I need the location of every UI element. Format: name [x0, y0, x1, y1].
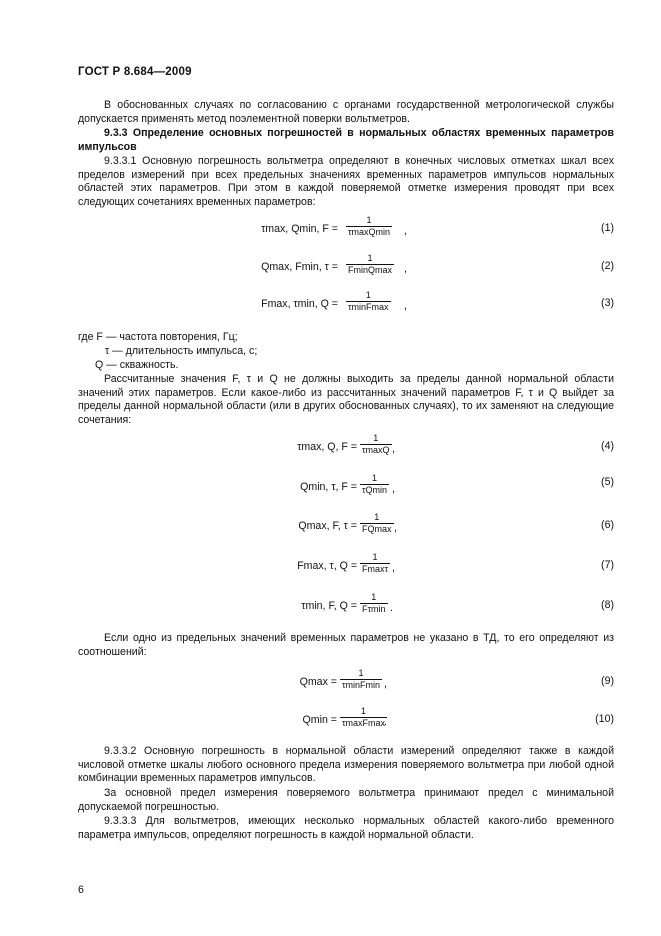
equation-fraction — [346, 215, 392, 238]
equation-number: (3) — [601, 297, 614, 309]
equation-lhs: τmax, Qmin, F = — [261, 223, 338, 235]
equation-punctuation: , — [394, 522, 397, 534]
equation-punctuation: , — [392, 483, 395, 495]
equation-fraction — [346, 290, 391, 313]
equation-fraction — [360, 592, 388, 615]
section-heading-9-3-3: 9.3.3 Определение основных погрешностей в нормальных областях временных параметров импульсов — [78, 127, 614, 153]
legend-F: где F — частота повторения, Гц; — [78, 331, 238, 343]
fraction-numerator: 1 — [361, 706, 367, 716]
fraction-numerator: 1 — [373, 433, 379, 443]
equation-number: (2) — [601, 260, 614, 272]
equation-fraction — [360, 512, 394, 535]
equation-punctuation: . — [390, 602, 393, 614]
fraction-numerator: 1 — [374, 512, 380, 522]
equation-punctuation: , — [392, 562, 395, 574]
equation-punctuation: , — [404, 263, 407, 275]
equation-number: (1) — [601, 222, 614, 234]
paragraph-9-3-3-3: 9.3.3.3 Для вольтметров, имеющих несколько нормальных областей какого-либо временного параметра импульсов, определяют погрешность в каждой нормальной области. — [78, 815, 614, 841]
equation-fraction — [360, 552, 390, 575]
equation-lhs: Qmin = — [302, 714, 337, 726]
equation-number: (8) — [601, 599, 614, 611]
page-number: 6 — [78, 884, 84, 896]
equation-lhs: Fmax, τ, Q = — [297, 560, 357, 572]
fraction-denominator: τminFmax — [348, 302, 389, 312]
paragraph-esli-odno: Если одно из предельных значений временных параметров не указано в ТД, то его определяют из соотношений: — [78, 632, 614, 658]
equation-fraction — [360, 473, 389, 496]
fraction-denominator: τQmin — [362, 485, 388, 495]
document-header: ГОСТ Р 8.684—2009 — [78, 66, 192, 78]
fraction-numerator: 1 — [367, 253, 373, 263]
equation-fraction — [340, 668, 382, 691]
fraction-denominator: FminQmax — [348, 265, 393, 275]
equation-punctuation: , — [392, 443, 395, 455]
equation-lhs: Qmin, τ, F = — [300, 481, 357, 493]
fraction-denominator: τmaxQmin — [348, 227, 391, 237]
equation-number: (7) — [601, 559, 614, 571]
fraction-denominator: Fτmin — [362, 604, 386, 614]
paragraph-osnovnoy-predel: За основной предел измерения поверяемого вольтметра принимают предел с минимальной допускаемой погрешностью. — [78, 787, 614, 813]
equation-fraction — [360, 433, 392, 456]
paragraph-raschitannye-znacheniya: Рассчитанные значения F, τ и Q не должны выходить за пределы данной нормальной области значений этих параметров. Если какое-либо из рассчитанных значений параметров F, τ и Q выйдет за пределы данной нормальной области (или в других обоснованных случаях), то их заменяют на следующие сочетания: — [78, 373, 614, 426]
equation-punctuation: , — [384, 678, 387, 690]
equation-fraction — [340, 706, 387, 729]
fraction-numerator: 1 — [366, 215, 372, 225]
equation-punctuation: . — [384, 716, 387, 728]
equation-lhs: Qmax = — [299, 676, 337, 688]
paragraph-9-3-3-1: 9.3.3.1 Основную погрешность вольтметра определяют в конечных числовых отметках шкал всех пределов измерений при всех предельных значениях временных параметров импульсов нормальных областей этих параметров. При этом в каждой поверяемой отметке измерения проводят при всех следующих сочетаниях временных параметров: — [78, 155, 614, 208]
equation-lhs: Fmax, τmin, Q = — [261, 298, 338, 310]
equation-punctuation: , — [404, 225, 407, 237]
fraction-numerator: 1 — [372, 552, 378, 562]
equation-lhs: Qmax, F, τ = — [298, 520, 357, 532]
paragraph-poelementnaya-poverka: В обоснованных случаях по согласованию с органами государственной метрологической службы допускается применять метод поэлементной поверки вольтметров. — [78, 99, 614, 125]
fraction-denominator: τmaxQ — [362, 445, 390, 455]
legend-tau: τ — длительность импульса, с; — [105, 345, 258, 357]
equation-number: (4) — [601, 440, 614, 452]
equation-punctuation: , — [404, 300, 407, 312]
equation-lhs: Qmax, Fmin, τ = — [261, 261, 338, 273]
paragraph-9-3-3-2: 9.3.3.2 Основную погрешность в нормальной области измерений определяют также в каждой числовой отметке шкалы любого основного предела измерения поверяемого вольтметра при любой одной комбинации временных параметров импульсов. — [78, 745, 614, 785]
legend-Q: Q — скважность. — [95, 359, 179, 371]
equation-lhs: τmax, Q, F = — [297, 441, 357, 453]
fraction-numerator: 1 — [358, 668, 364, 678]
fraction-numerator: 1 — [371, 592, 377, 602]
equation-fraction — [346, 253, 394, 276]
equation-lhs: τmin, F, Q = — [301, 600, 357, 612]
fraction-denominator: τmaxFmax — [342, 718, 386, 728]
equation-number: (9) — [601, 675, 614, 687]
fraction-denominator: τminFmin — [342, 680, 381, 690]
fraction-denominator: Fmaxτ — [362, 564, 389, 574]
fraction-denominator: FQmax — [362, 524, 392, 534]
fraction-numerator: 1 — [365, 290, 371, 300]
equation-number: (10) — [595, 713, 614, 725]
equation-number: (6) — [601, 519, 614, 531]
fraction-numerator: 1 — [372, 473, 378, 483]
equation-number: (5) — [601, 476, 614, 488]
